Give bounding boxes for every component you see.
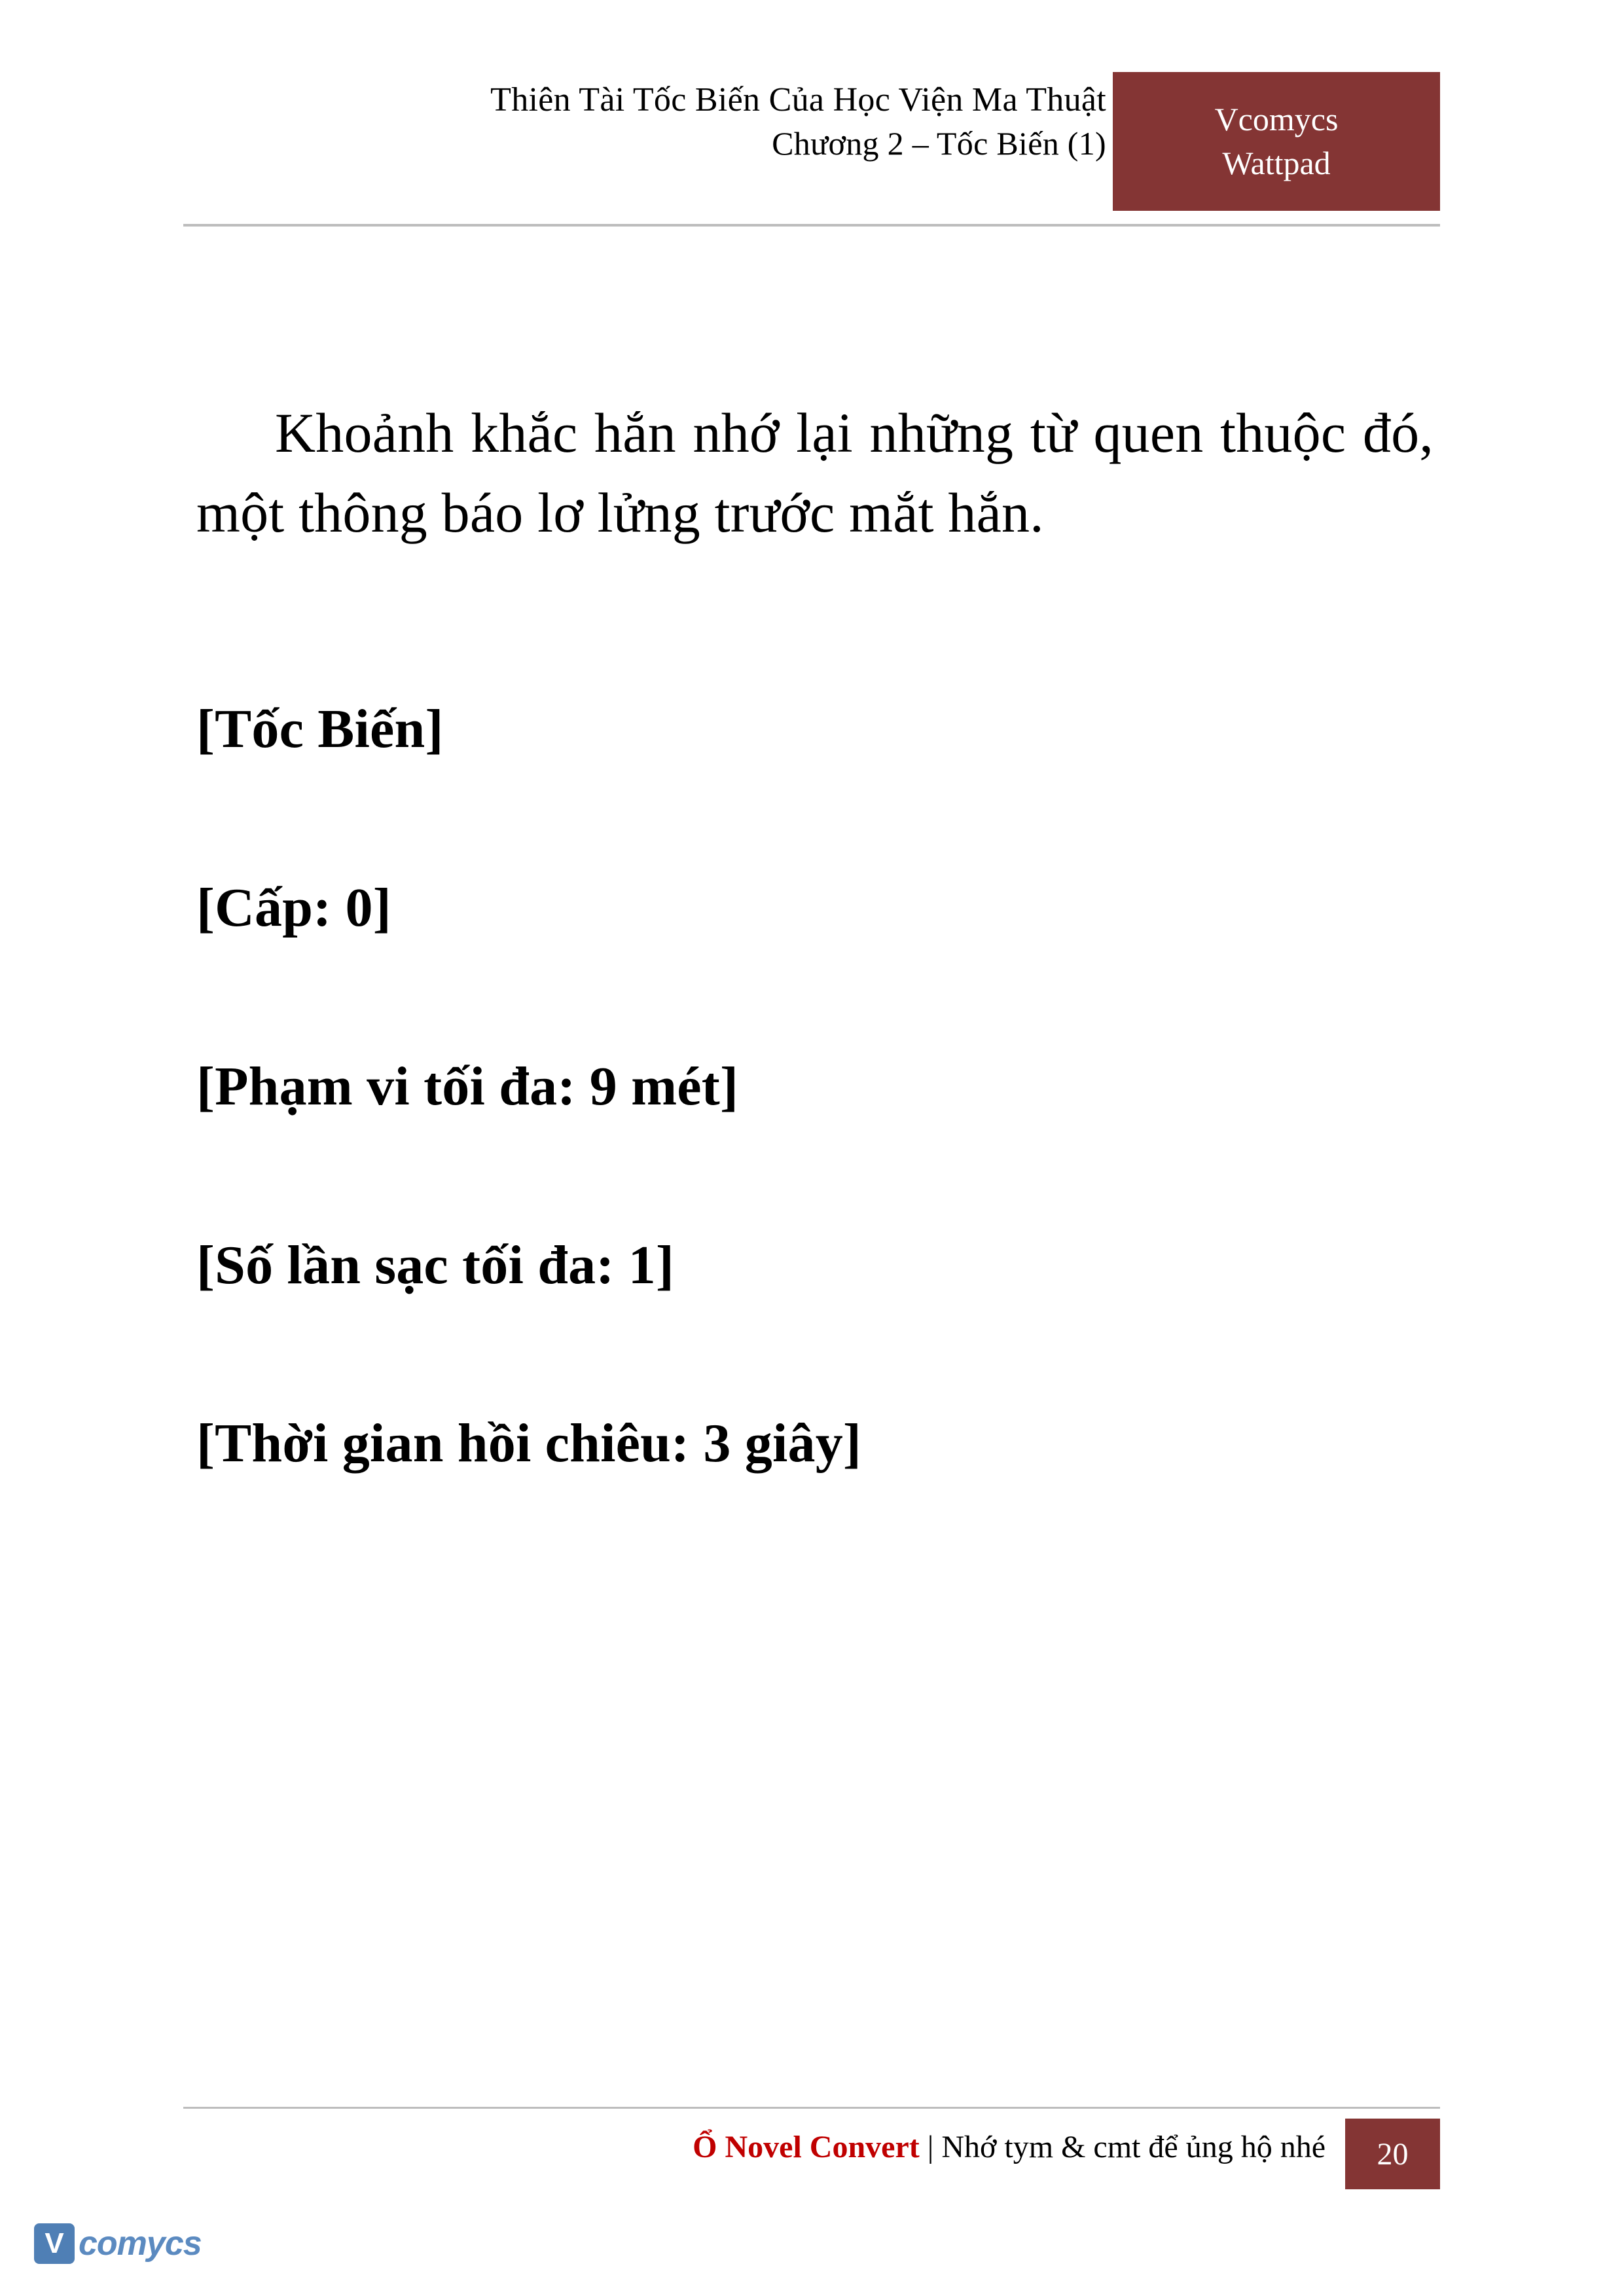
header-title-block [490, 79, 1106, 164]
skill-cooldown-line: [Thời gian hồi chiêu: 3 giây] [196, 1413, 862, 1474]
spacer [196, 579, 1434, 697]
body-paragraph: Khoảnh khắc hắn nhớ lại những từ quen thuộc đó, một thông báo lơ lửng trước mắt hắn. [196, 401, 1434, 545]
spacer [196, 763, 1434, 875]
spacer [196, 941, 1434, 1054]
watermark-logo-icon: V [34, 2223, 75, 2264]
header-chapter-line: Chương 2 – Tốc Biến (1) [772, 124, 1106, 162]
spacer [196, 1120, 1434, 1233]
page-number-badge: 20 [1345, 2119, 1440, 2189]
header-divider [183, 224, 1440, 227]
footer-separator: | [927, 2130, 934, 2164]
watermark-text: comycs [79, 2225, 202, 2263]
skill-name-line: [Tốc Biến] [196, 699, 444, 760]
footer-note [693, 2129, 1326, 2165]
page-header [183, 79, 1440, 229]
header-badge-line2: Wattpad [1222, 145, 1331, 181]
footer-message: Nhớ tym & cmt để ủng hộ nhé [941, 2130, 1326, 2164]
skill-charges-line: [Số lần sạc tối đa: 1] [196, 1234, 675, 1296]
header-title-line1: Thiên Tài Tốc Biến Của Học Viện Ma Thuật [490, 81, 1106, 118]
footer-brand: Ổ Novel Convert [693, 2130, 920, 2164]
page-footer [183, 2121, 1440, 2200]
page-content [196, 393, 1434, 1477]
skill-level-line: [Cấp: 0] [196, 877, 391, 939]
header-source-badge [1113, 72, 1440, 211]
spacer [196, 1298, 1434, 1411]
vcomycs-watermark [34, 2217, 202, 2270]
header-badge-line1: Vcomycs [1214, 100, 1339, 137]
footer-divider [183, 2107, 1440, 2109]
skill-range-line: [Phạm vi tối đa: 9 mét] [196, 1055, 739, 1117]
